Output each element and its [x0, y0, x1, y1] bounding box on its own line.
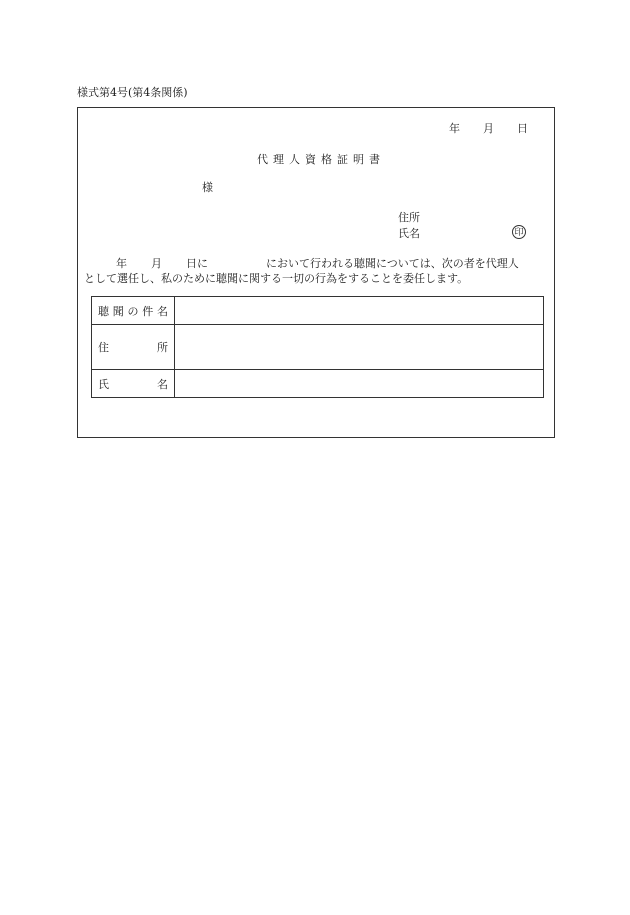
proxy-name-field[interactable]	[175, 370, 544, 398]
statement-line-1-text: において行われる聴聞については、次の者を代理人	[266, 257, 519, 270]
statement-year: 年	[116, 257, 127, 270]
table-row	[92, 297, 544, 325]
applicant-address-label: 住所	[398, 211, 420, 224]
proxy-address-field[interactable]	[175, 325, 544, 370]
applicant-name-label: 氏名	[398, 227, 420, 240]
statement-line-2: として選任し、私のために聴聞に関する一切の行為をすることを委任します。	[84, 272, 469, 285]
date-day: 日	[517, 122, 528, 135]
certificate-frame	[77, 107, 555, 438]
proxy-address-label: 住 所	[92, 325, 175, 370]
table-row	[92, 325, 544, 370]
hearing-case-field[interactable]	[175, 297, 544, 325]
addressee-suffix: 様	[202, 181, 213, 194]
date-year: 年	[449, 122, 460, 135]
date-month: 月	[483, 122, 494, 135]
proxy-name-label: 氏 名	[92, 370, 175, 398]
delegation-statement	[84, 256, 552, 286]
document-title: 代理人資格証明書	[257, 153, 385, 166]
proxy-details-table	[91, 296, 544, 398]
form-number-label: 様式第4号(第4条関係)	[77, 86, 188, 99]
table-row	[92, 370, 544, 398]
statement-day: 日に	[186, 257, 208, 270]
seal-mark-icon: 印	[512, 225, 526, 239]
hearing-case-label: 聴 聞 の 件 名	[92, 297, 175, 325]
statement-line-1	[84, 256, 552, 271]
applicant-block	[398, 210, 420, 242]
date-line	[449, 120, 528, 136]
statement-month: 月	[151, 257, 162, 270]
